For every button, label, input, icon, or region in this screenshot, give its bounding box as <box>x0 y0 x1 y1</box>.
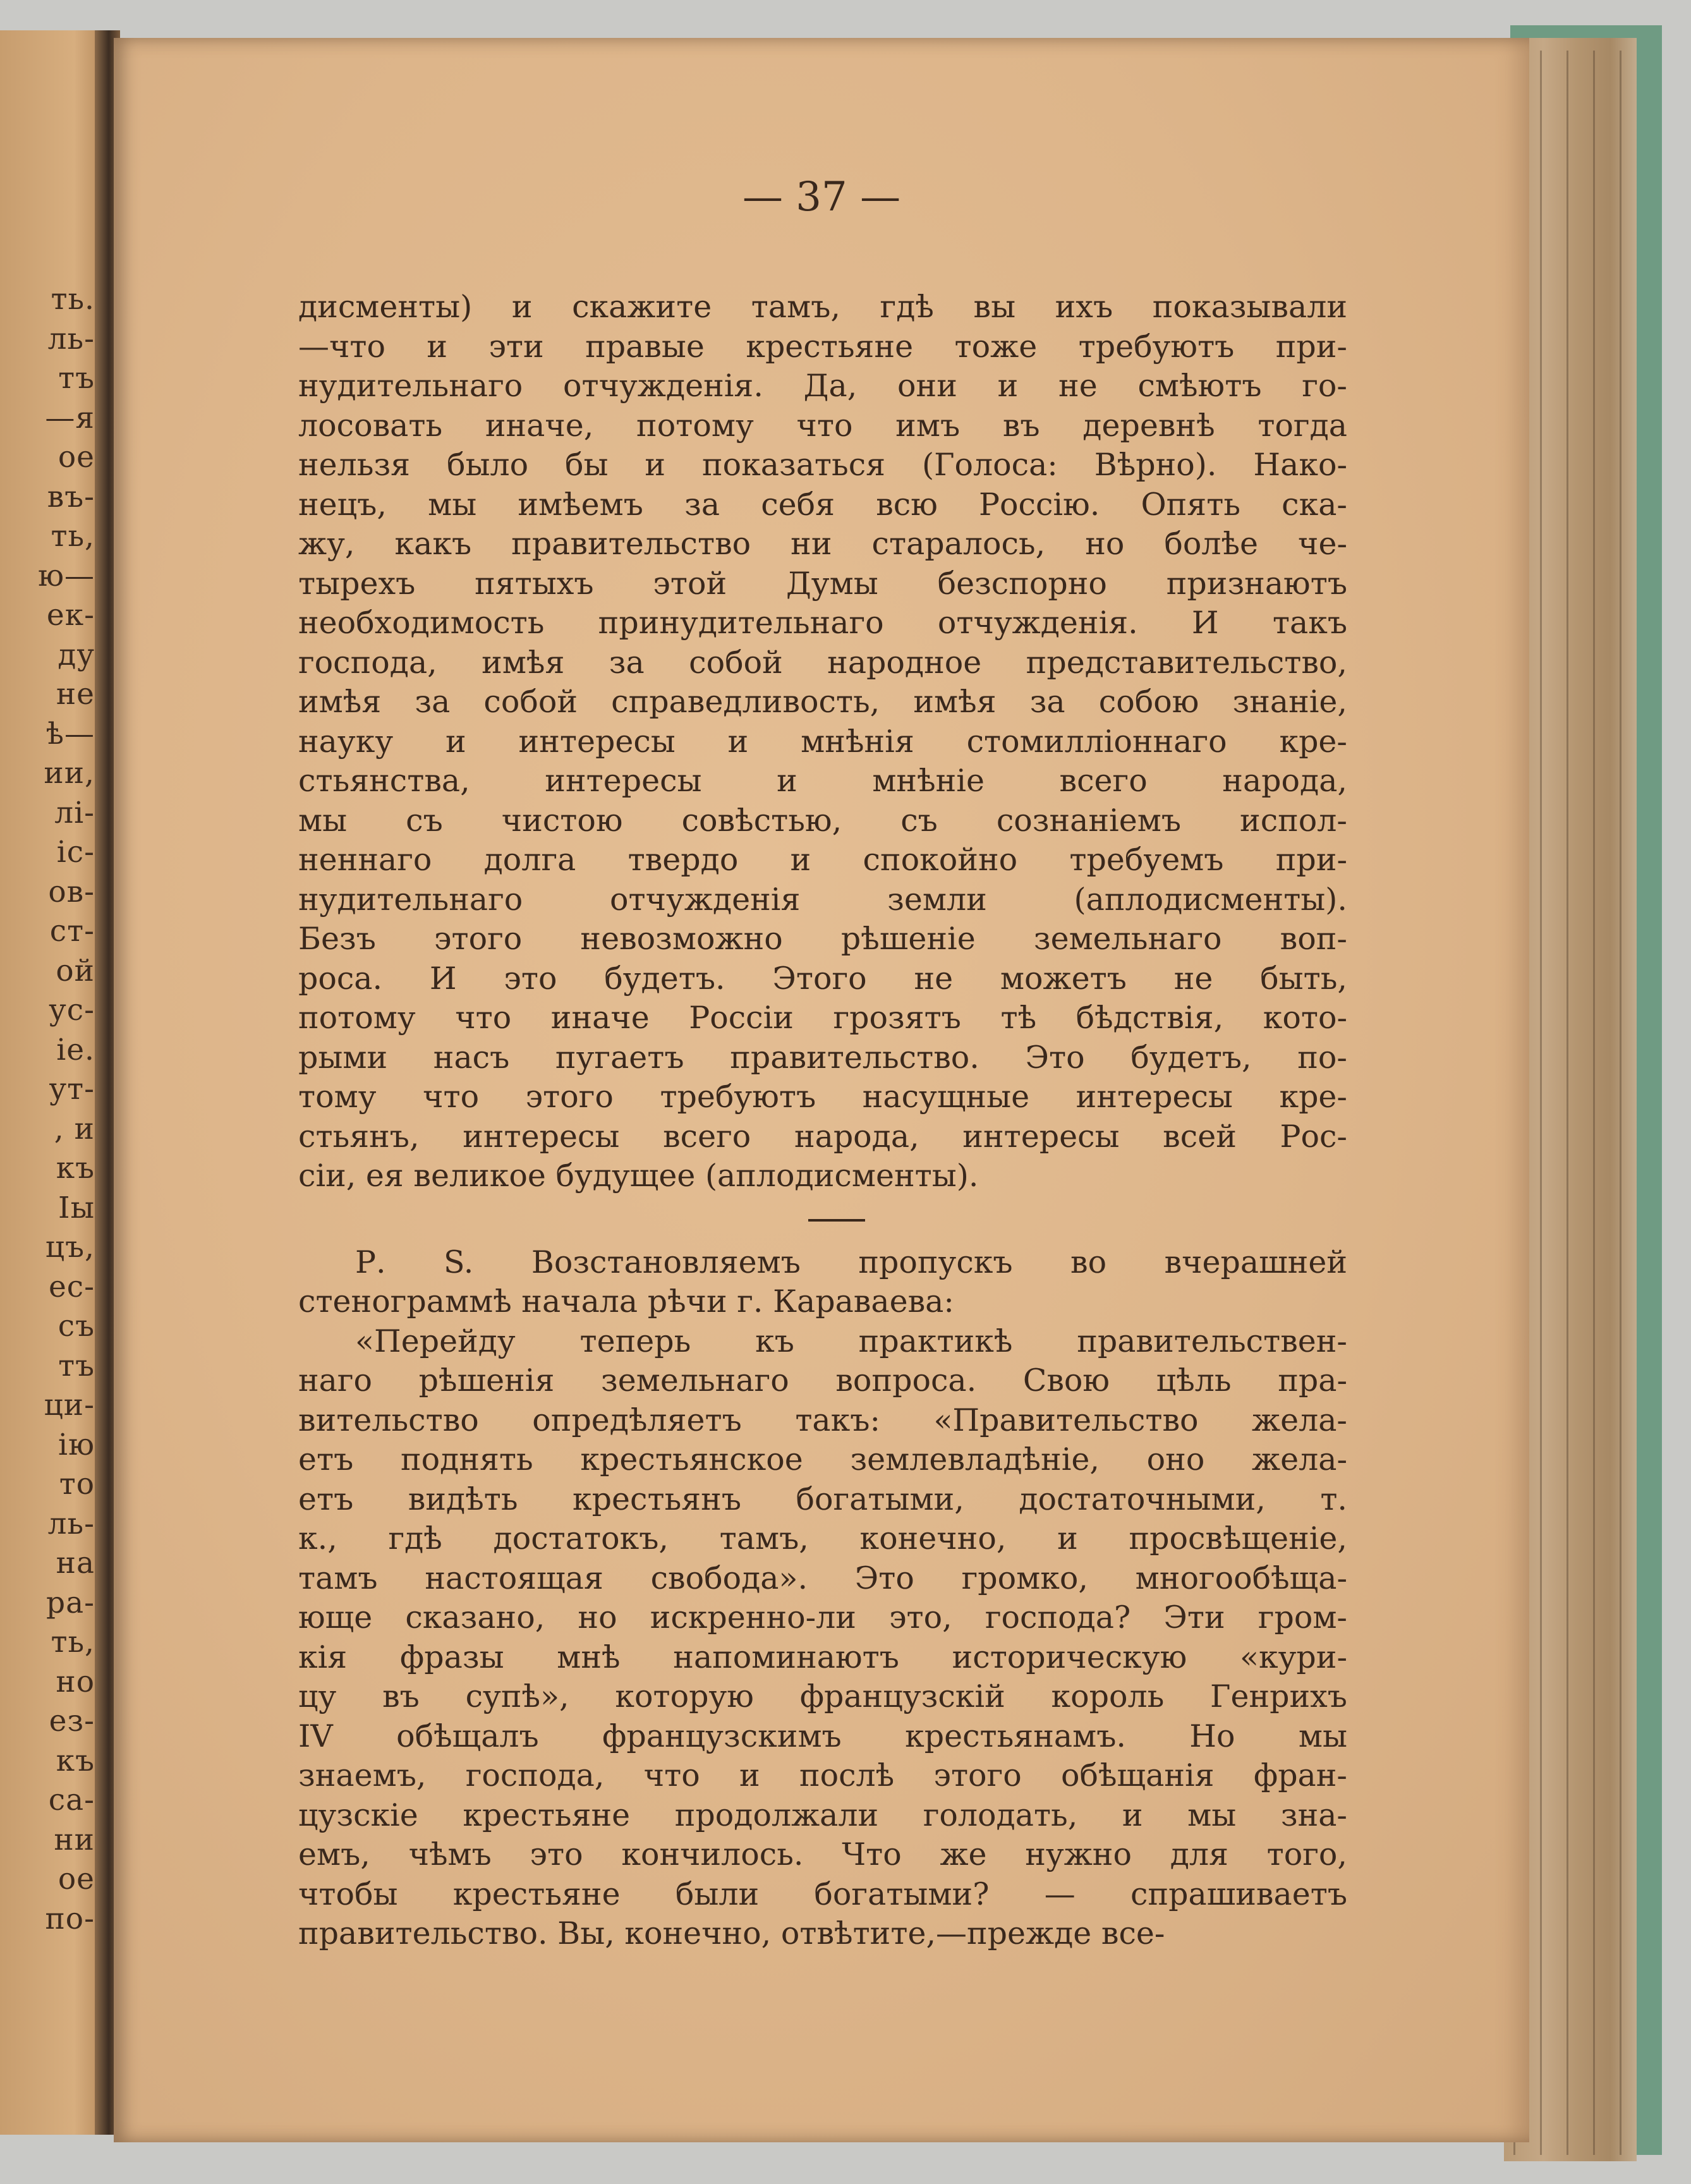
left-text-fragment: цъ, <box>45 1230 95 1265</box>
left-text-fragment: іе. <box>56 1032 95 1067</box>
left-text-fragment: тъ <box>58 361 95 396</box>
text-line: етъ поднять крестьянское землевладѣніе, оно жела- <box>298 1441 1347 1477</box>
text-line: жу, какъ правительство ни старалось, но болѣе че- <box>298 526 1347 562</box>
text-line: рыми насъ пугаетъ правительство. Это будетъ, по- <box>298 1039 1347 1076</box>
text-line: лосовать иначе, потому что имъ въ деревнѣ тогда <box>298 407 1347 444</box>
text-line: наго рѣшенія земельнаго вопроса. Свою цѣль пра- <box>298 1362 1347 1398</box>
left-text-fragment: ус- <box>49 993 95 1028</box>
paragraph-quote <box>298 1322 1347 1954</box>
text-line: знаемъ, господа, что и послѣ этого обѣщанія фран- <box>298 1757 1347 1793</box>
text-line: цузскіе крестьяне продолжали голодать, и мы зна- <box>298 1797 1347 1833</box>
left-text-fragment: ци- <box>44 1388 95 1423</box>
paragraph-postscript <box>298 1243 1347 1322</box>
text-line: емъ, чѣмъ это кончилось. Что же нужно для того, <box>298 1836 1347 1872</box>
text-line: правительство. Вы, конечно, отвѣтите,—прежде все- <box>298 1915 1165 1951</box>
text-line: чтобы крестьяне были богатыми? — спрашиваетъ <box>298 1876 1347 1912</box>
book-page <box>114 38 1529 2142</box>
text-line: неннаго долга твердо и спокойно требуемъ при- <box>298 842 1347 878</box>
paragraph-speech-end <box>298 288 1347 1196</box>
left-text-fragment: ра- <box>46 1585 95 1620</box>
left-text-fragment: ез- <box>49 1704 95 1738</box>
left-text-fragment: —я <box>45 400 95 435</box>
left-text-fragment: ть. <box>51 282 95 317</box>
text-line: роса. И это будетъ. Этого не можетъ не быть, <box>298 960 1347 997</box>
text-line: Р. S. Возстановляемъ пропускъ во вчерашней <box>355 1244 1347 1280</box>
left-text-fragment: іс- <box>56 835 95 870</box>
text-line: мы съ чистою совѣстью, съ сознаніемъ испол- <box>298 802 1347 839</box>
text-line: науку и интересы и мнѣнія стомилліоннаго кре- <box>298 723 1347 760</box>
left-text-fragment: ть, <box>51 519 95 554</box>
page-number: — 37 — <box>742 174 901 221</box>
left-text-fragment: то <box>59 1467 95 1502</box>
left-text-fragment: Іы <box>58 1190 95 1225</box>
text-line: —что и эти правые крестьяне тоже требуютъ при- <box>298 328 1347 365</box>
left-text-fragment: ут- <box>49 1072 95 1107</box>
left-text-fragment: ль- <box>47 321 95 356</box>
text-line: дисменты) и скажите тамъ, гдѣ вы ихъ показывали <box>298 289 1347 325</box>
text-line: кія фразы мнѣ напоминаютъ историческую «кури- <box>298 1639 1347 1675</box>
text-line: необходимость принудительнаго отчужденія. И такъ <box>298 605 1347 641</box>
text-line: имѣя за собой справедливость, имѣя за собою знаніе, <box>298 684 1347 720</box>
left-text-fragment: на <box>56 1546 95 1580</box>
text-line: нудительнаго отчужденія. Да, они и не смѣютъ го- <box>298 368 1347 404</box>
left-text-fragment: ни <box>54 1822 95 1857</box>
text-line: цу въ супѣ», которую французскій король Генрихъ <box>298 1678 1347 1714</box>
text-line: стьянства, интересы и мнѣніе всего народа, <box>298 763 1347 799</box>
left-page-text <box>0 280 95 1939</box>
left-text-fragment: въ- <box>47 479 95 514</box>
left-text-fragment: ль- <box>47 1506 95 1541</box>
section-separator <box>808 1219 865 1249</box>
left-text-fragment: ю— <box>38 558 95 593</box>
left-text-fragment: по- <box>45 1901 95 1936</box>
left-text-fragment: ов- <box>48 874 95 909</box>
text-line: IV обѣщалъ французскимъ крестьянамъ. Но мы <box>298 1718 1347 1754</box>
text-line: юще сказано, но искренно-ли это, господа? Эти гром- <box>298 1599 1347 1635</box>
left-text-fragment: ии, <box>44 756 95 791</box>
text-line: стенограммѣ начала рѣчи г. Караваева: <box>298 1283 954 1320</box>
text-line: вительство опредѣляетъ такъ: «Правительство жела- <box>298 1402 1347 1438</box>
left-text-fragment: ое <box>58 440 95 475</box>
text-line: «Перейду теперь къ практикѣ правительствен- <box>355 1323 1347 1359</box>
left-text-fragment: , и <box>54 1111 95 1146</box>
left-text-fragment: ой <box>56 953 95 988</box>
left-text-fragment: но <box>56 1664 95 1699</box>
text-line: тому что этого требуютъ насущные интересы кре- <box>298 1079 1347 1115</box>
text-line: нецъ, мы имѣемъ за себя всю Россію. Опять ска- <box>298 486 1347 523</box>
left-text-fragment: ію <box>58 1427 95 1462</box>
text-line: господа, имѣя за собой народное представительство, <box>298 644 1347 681</box>
text-line: тырехъ пятыхъ этой Думы безспорно признаютъ <box>298 565 1347 602</box>
page-edge-lines <box>1513 51 1627 2155</box>
text-line: етъ видѣть крестьянъ богатыми, достаточными, т. <box>298 1481 1347 1517</box>
left-text-fragment: ес- <box>48 1269 95 1304</box>
text-line: сіи, ея великое будущее (аплодисменты). <box>298 1158 979 1194</box>
text-line: Безъ этого невозможно рѣшеніе земельнаго воп- <box>298 921 1347 957</box>
left-text-fragment: не <box>56 677 95 712</box>
left-page-fragment <box>0 30 106 2135</box>
left-text-fragment: ое <box>58 1862 95 1896</box>
left-text-fragment: са- <box>48 1783 95 1817</box>
left-text-fragment: къ <box>56 1151 95 1186</box>
text-line: потому что иначе Россіи грозятъ тѣ бѣдствія, кото- <box>298 1000 1347 1036</box>
text-line: стьянъ, интересы всего народа, интересы всей Рос- <box>298 1118 1347 1155</box>
page-text <box>298 288 1347 1954</box>
text-line: к., гдѣ достатокъ, тамъ, конечно, и просвѣщеніе, <box>298 1520 1347 1556</box>
left-text-fragment: ѣ— <box>45 716 95 751</box>
left-text-fragment: тъ <box>58 1348 95 1383</box>
left-text-fragment: ть, <box>51 1625 95 1659</box>
text-line: нельзя было бы и показаться (Голоса: Вѣрно). Нако- <box>298 447 1347 483</box>
left-text-fragment: ст- <box>49 914 95 949</box>
text-line: нудительнаго отчужденія земли (аплодисменты). <box>298 881 1347 918</box>
left-text-fragment: ду <box>58 637 95 672</box>
left-text-fragment: съ <box>58 1309 95 1344</box>
left-text-fragment: ек- <box>46 598 95 633</box>
left-text-fragment: къ <box>56 1743 95 1778</box>
left-text-fragment: лі- <box>54 795 95 830</box>
text-line: тамъ настоящая свобода». Это громко, многообѣща- <box>298 1560 1347 1596</box>
